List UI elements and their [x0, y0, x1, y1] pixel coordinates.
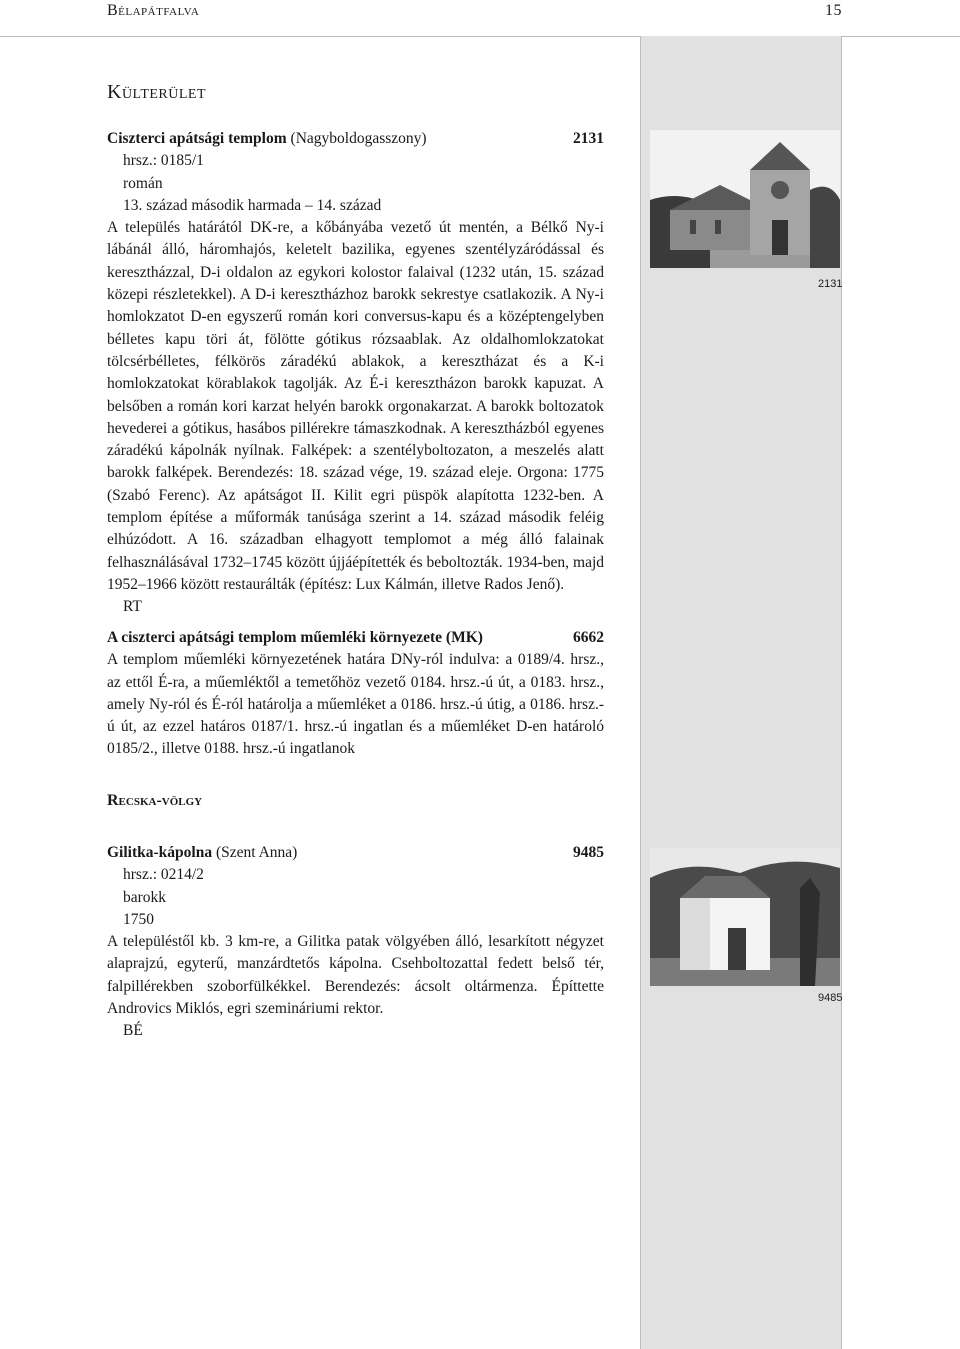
page-header [107, 2, 842, 24]
entry-signature: RT [123, 598, 142, 616]
entry-description: A templom műemléki környezetének határa DNy-ról indulva: a 0189/4. hrsz., az ettől É-ra, a műemléktől a temetőhöz vezető 0184. hrsz.-ú út, a 0183. hrsz., amely Ny-ról és É-ról határolja a műemléket a 0186. hrsz.-ú útig, a 0186. hrsz.-ú út, az ezzel határos 0187/1. hrsz.-ú ingatlan és a műemléket D-en határoló 0185/2., illetve 0188. hrsz.-ú ingatlanok [107, 651, 604, 758]
entry-description: A településtől kb. 3 km-re, a Gilitka patak völgyében álló, lesarkított négyzet alaprajzú, egyterű, manzárdtetős kápolna. Csehboltozattal fedett belső tér, falpillérekben szoborfülkékkel. Berendezés: ácsolt oltármenza. Építtette Androvics Miklós, egri szemináriumi rektor. [107, 933, 604, 1018]
entry-heading [107, 627, 604, 649]
entry-name: A ciszterci apátsági templom műemléki környezete (MK) [107, 629, 483, 646]
photo2-caption: 9485 [818, 992, 843, 1004]
entry-name: Ciszterci apátsági templom [107, 130, 287, 147]
church-photo [650, 130, 840, 268]
header-title: Bélapátfalva [107, 2, 200, 19]
entry-number: 2131 [573, 130, 604, 147]
section-title-kulterulet: Külterület [107, 81, 207, 103]
entry-heading [107, 128, 604, 150]
entry-number: 6662 [573, 629, 604, 646]
entry-2131 [107, 128, 604, 619]
chapel-photo [650, 848, 840, 986]
page-number: 15 [825, 2, 842, 19]
entry-hrsz: hrsz.: 0214/2 [123, 866, 204, 884]
entry-heading [107, 842, 604, 864]
entry-style: barokk [123, 888, 167, 906]
entry-style: román [123, 174, 163, 192]
entry-name: Gilitka-kápolna [107, 844, 213, 861]
photo1-caption: 2131 [818, 278, 843, 290]
entry-subtitle: (Szent Anna) [212, 844, 298, 861]
section-title-recska-volgy: Recska-völgy [107, 792, 203, 809]
entry-subtitle: (Nagyboldogasszony) [286, 130, 427, 147]
entry-signature: BÉ [123, 1022, 143, 1040]
entry-6662 [107, 627, 604, 761]
entry-date: 1750 [123, 910, 154, 928]
entry-date: 13. század második harmada – 14. század [123, 196, 382, 214]
entry-hrsz: hrsz.: 0185/1 [123, 152, 204, 170]
entry-description: A település határától DK-re, a kőbányába vezető út mentén, a Bélkő Ny-i lábánál álló, háromhajós, keletelt bazilika, egyenes szentélyzáródással és keresztházzal, D-i oldalon az egykori kolostor falaival (1232 után, 15. század közepi részletekkel). A D-i keresztházhoz barokk sekrestye csatlakozik. A Ny-i homlokzatot D-en egyszerű román kori conversus-kapu és a középtengelyben bélletes kapu töri át, fölötte gótikus rózsaablak. Az oldalhomlokzatokat tölcsérbélletes, félkörös záradékú ablakok, a keresztházat és a K-i homlokzatokat körablakok tagolják. Az É-i keresztházon barokk kapuzat. A belsőben a román kori karzat helyén barokk orgonakarzat. A barokk boltozatok hevederei a gótikus, hasábos pillérekre támaszkodnak. A keresztházból egyenes záradékú kápolnák nyílnak. Falképek: a szentélyboltozaton, a meszelés alatt barokk falképek. Berendezés: 18. század vége, 19. század eleje. Orgona: 1775 (Szabó Ferenc). Az apátságot II. Kilit egri püspök alapította 1232-ben. A templom építése a műformák tanúsága szerint a 14. század második feléig elhúzódott. A 16. században elhagyott templomot a még álló falainak felhasználásával 1732–1745 között újjáépítették és beboltozták. 1934-ben, majd 1952–1966 között restaurálták (építész: Lux Kálmán, illetve Rados Jenő). [107, 219, 604, 593]
entry-number: 9485 [573, 844, 604, 861]
entry-9485 [107, 842, 604, 1043]
